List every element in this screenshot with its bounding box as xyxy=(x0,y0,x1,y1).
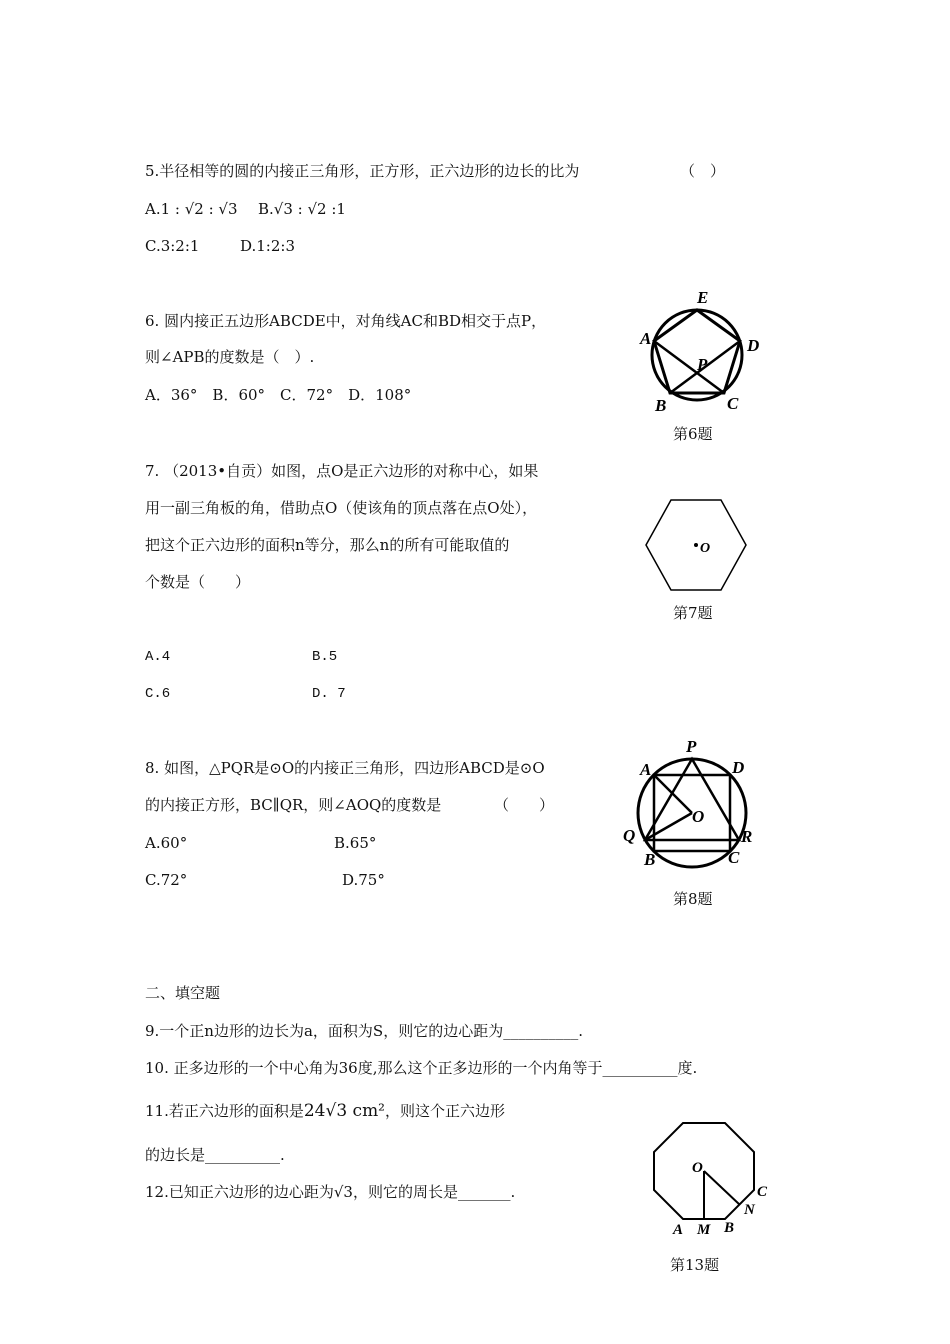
q8-option-b: B.65° xyxy=(334,834,377,852)
q8-label-o: O xyxy=(692,807,705,826)
q6-stem-line2: 则∠APB的度数是（ ）. xyxy=(145,348,315,366)
q13-label-n: N xyxy=(744,1202,755,1218)
q5-option-c: C.3:2:1 xyxy=(145,237,200,255)
q6-label-d: D xyxy=(747,336,760,355)
q8-stem-line2: 的内接正方形，BC∥QR，则∠AOQ的度数是 xyxy=(145,796,442,814)
q5-option-b: B.√3 : √2 :1 xyxy=(258,200,346,218)
q11-post: ，则这个正六边形 xyxy=(385,1102,506,1120)
q6-pentagon-figure xyxy=(635,285,765,415)
q6-label-c: C xyxy=(727,394,739,413)
q6-options: A．36° B．60° C．72° D．108° xyxy=(145,386,412,404)
q13-caption: 第13题 xyxy=(670,1256,720,1274)
q8-stem-line1: 8. 如图，△PQR是⊙O的内接正三角形，四边形ABCD是⊙O xyxy=(145,759,545,777)
q12-text: 12.已知正六边形的边心距为√3，则它的周长是_______. xyxy=(145,1183,516,1201)
q13-octagon-figure xyxy=(640,1118,780,1243)
q6-label-b: B xyxy=(655,396,667,415)
q8-option-c: C.72° xyxy=(145,871,188,889)
section2-heading: 二、填空题 xyxy=(145,984,221,1002)
q13-label-c: C xyxy=(757,1184,768,1200)
q7-stem-line1: 7. （2013•自贡）如图，点O是正六边形的对称中心，如果 xyxy=(145,462,539,480)
q13-label-m: M xyxy=(697,1222,711,1238)
q5-answer-paren: （ ） xyxy=(680,162,726,180)
q8-caption: 第8题 xyxy=(673,890,713,908)
q8-label-p: P xyxy=(686,737,697,756)
q13-label-b: B xyxy=(724,1220,735,1236)
q6-caption: 第6题 xyxy=(673,425,713,443)
q8-label-d: D xyxy=(732,758,745,777)
q11-line1 xyxy=(145,1101,505,1121)
q9-text: 9.一个正n边形的边长为a，面积为S，则它的边心距为__________. xyxy=(145,1022,583,1040)
q5-option-a: A.1 : √2 : √3 xyxy=(145,200,238,218)
q6-stem-line1: 6. 圆内接正五边形ABCDE中，对角线AC和BD相交于点P， xyxy=(145,312,547,330)
q7-center-dot xyxy=(694,543,698,547)
q7-label-o: O xyxy=(700,541,711,556)
q8-label-r: R xyxy=(741,827,753,846)
q13-segment-on xyxy=(704,1171,740,1205)
q6-label-e: E xyxy=(697,288,709,307)
q10-text: 10. 正多边形的一个中心角为36度,那么这个正多边形的一个内角等于__________度. xyxy=(145,1059,698,1077)
q8-label-a: A xyxy=(640,760,652,779)
q7-option-c: C.6 xyxy=(145,686,171,702)
q5-option-d: D.1:2:3 xyxy=(240,237,295,255)
q11-area-value: 24√3 cm² xyxy=(303,1101,385,1121)
q6-label-a: A xyxy=(640,329,652,348)
q7-option-a: A.4 xyxy=(145,649,171,665)
q13-label-o: O xyxy=(692,1160,703,1176)
q11-pre: 11.若正六边形的面积是 xyxy=(145,1102,304,1120)
q5-stem: 5.半径相等的圆的内接正三角形，正方形，正六边形的边长的比为 xyxy=(145,162,580,180)
q6-label-p: P xyxy=(697,355,708,374)
q7-stem-line3: 把这个正六边形的面积n等分，那么n的所有可能取值的 xyxy=(145,536,510,554)
q8-figure xyxy=(620,735,760,875)
q7-stem-line4: 个数是（ ） xyxy=(145,573,251,591)
q11-line2: 的边长是__________. xyxy=(145,1146,285,1164)
q7-caption: 第7题 xyxy=(673,604,713,622)
q8-label-b: B xyxy=(644,850,656,869)
q8-option-a: A.60° xyxy=(145,834,188,852)
q8-label-q: Q xyxy=(623,826,636,845)
q7-stem-line2: 用一副三角板的角，借助点O（使该角的顶点落在点O处）， xyxy=(145,499,538,517)
q8-label-c: C xyxy=(728,848,740,867)
q8-answer-paren: （ ） xyxy=(494,796,555,814)
q8-option-d: D.75° xyxy=(342,871,385,889)
q7-option-d: D. 7 xyxy=(312,686,346,702)
q7-option-b: B.5 xyxy=(312,649,338,665)
q7-hexagon-figure xyxy=(640,495,755,595)
q8-segment-ao xyxy=(654,775,692,813)
q13-label-a: A xyxy=(673,1222,684,1238)
